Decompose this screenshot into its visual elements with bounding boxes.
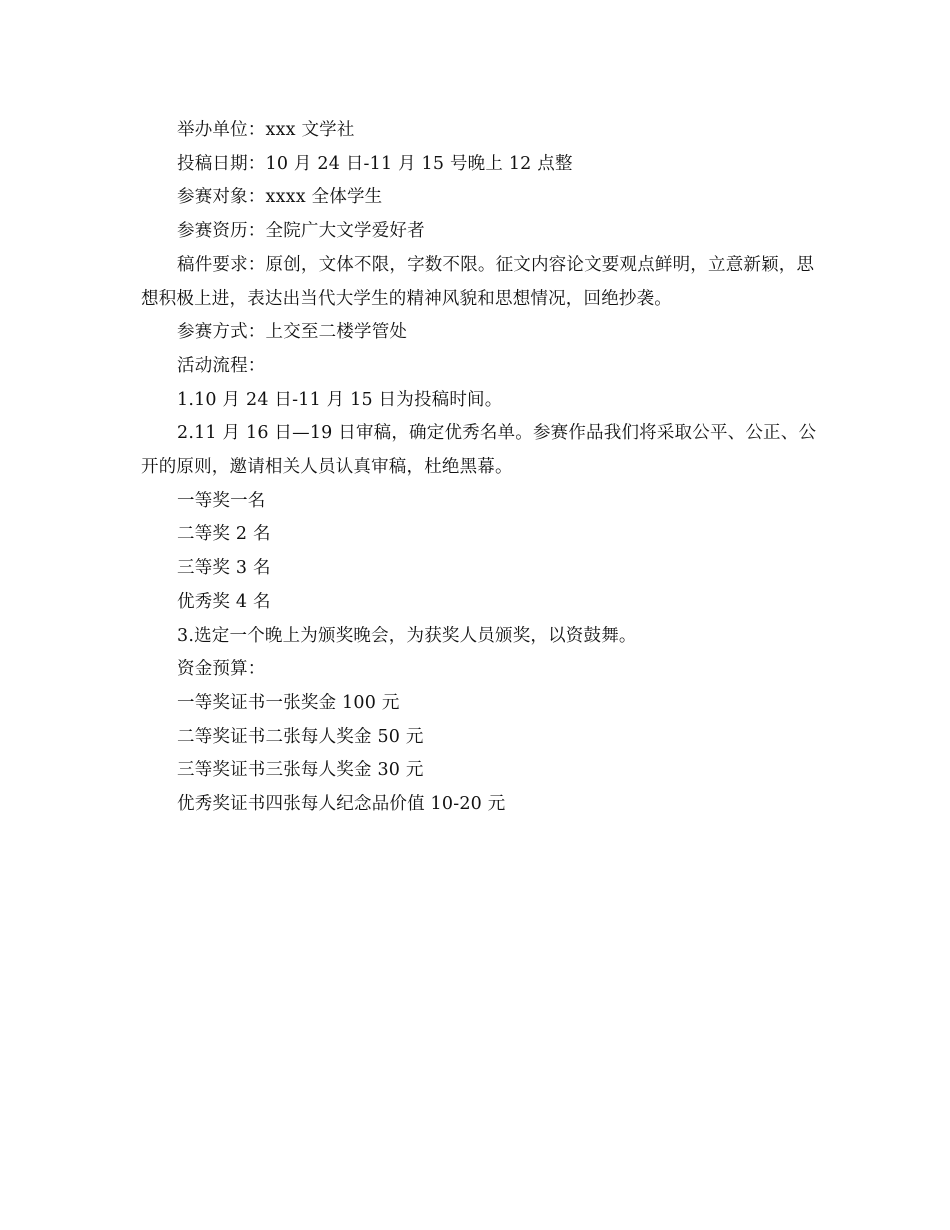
- paragraph-budget-excellence: 优秀奖证书四张每人纪念品价值 10-20 元: [177, 794, 506, 815]
- paragraph-budget-second: 二等奖证书二张每人奖金 50 元: [177, 726, 424, 747]
- paragraph-participants: 参赛对象：xxxx 全体学生: [177, 187, 383, 208]
- paragraph-organizer: 举办单位：xxx 文学社: [177, 120, 355, 140]
- paragraph-excellence-prize: 优秀奖 4 名: [177, 591, 271, 612]
- paragraph-budget-heading: 资金预算：: [177, 659, 266, 680]
- paragraph-step-1: 1.10 月 24 日-11 月 15 日为投稿时间。: [177, 389, 503, 410]
- paragraph-second-prize: 二等奖 2 名: [177, 524, 271, 545]
- paragraph-step-2: 2.11 月 16 日—19 日审稿，确定优秀名单。参赛作品我们将采取公平、公正、公开的原则，邀请相关人员认真审稿，杜绝黑幕。: [141, 423, 817, 478]
- document-body: [141, 114, 831, 822]
- paragraph-budget-first: 一等奖证书一张奖金 100 元: [177, 692, 400, 713]
- paragraph-submission-date: 投稿日期：10 月 24 日-11 月 15 号晚上 12 点整: [177, 153, 573, 174]
- paragraph-third-prize: 三等奖 3 名: [177, 558, 271, 579]
- paragraph-step-3: 3.选定一个晚上为颁奖晚会，为获奖人员颁奖，以资鼓舞。: [177, 625, 637, 646]
- paragraph-budget-third: 三等奖证书三张每人奖金 30 元: [177, 760, 424, 781]
- paragraph-method: 参赛方式：上交至二楼学管处: [177, 322, 408, 343]
- paragraph-process-heading: 活动流程：: [177, 355, 266, 376]
- paragraph-first-prize: 一等奖一名: [177, 490, 266, 511]
- paragraph-eligibility: 参赛资历：全院广大文学爱好者: [177, 221, 425, 242]
- paragraph-requirements: 稿件要求：原创，文体不限，字数不限。征文内容论文要观点鲜明，立意新颖，思想积极上进，表达出当代大学生的精神风貌和思想情况，回绝抄袭。: [141, 254, 815, 309]
